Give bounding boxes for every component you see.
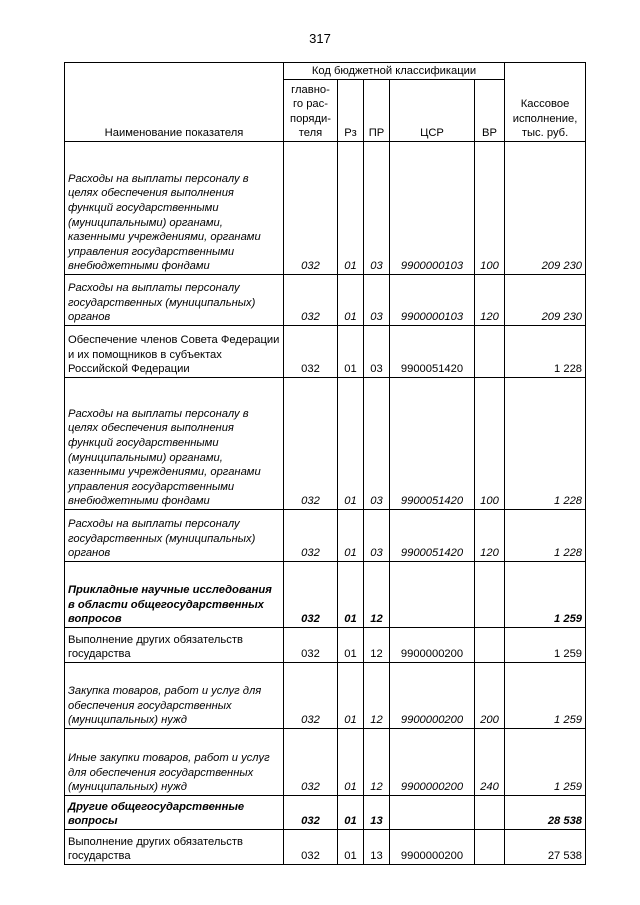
row-amount: 1 259	[505, 663, 586, 729]
row-vr	[475, 326, 505, 378]
row-vr	[475, 628, 505, 663]
row-rz: 01	[338, 275, 364, 326]
row-pr: 12	[364, 628, 390, 663]
row-csr: 9900000200	[390, 663, 475, 729]
row-name: Закупка товаров, работ и услуг для обеспечения государственных (муниципальных) нужд	[65, 663, 284, 729]
row-rz: 01	[338, 796, 364, 830]
row-name: Расходы на выплаты персоналу в целях обеспечения выполнения функций государственными (муниципальными) органами, казенными учреждениями, органами управления государственными внебюджетными фондами	[65, 142, 284, 275]
row-glav: 032	[284, 510, 338, 562]
table-row-section	[65, 796, 586, 830]
row-pr: 03	[364, 378, 390, 510]
row-pr: 03	[364, 326, 390, 378]
row-amount: 209 230	[505, 275, 586, 326]
row-amount: 1 228	[505, 510, 586, 562]
table-row	[65, 628, 586, 663]
table-row-section	[65, 562, 586, 628]
table-row	[65, 378, 586, 510]
row-csr	[390, 562, 475, 628]
row-vr: 240	[475, 729, 505, 796]
row-vr: 200	[475, 663, 505, 729]
row-pr: 12	[364, 729, 390, 796]
row-glav: 032	[284, 663, 338, 729]
row-csr: 9900000103	[390, 275, 475, 326]
row-glav: 032	[284, 275, 338, 326]
row-pr: 12	[364, 562, 390, 628]
page-number: 317	[309, 31, 331, 46]
row-vr	[475, 796, 505, 830]
row-name: Выполнение других обязательств государства	[65, 628, 284, 663]
row-vr: 100	[475, 142, 505, 275]
row-amount: 1 228	[505, 326, 586, 378]
row-glav: 032	[284, 378, 338, 510]
row-rz: 01	[338, 663, 364, 729]
row-pr: 13	[364, 830, 390, 865]
row-amount: 209 230	[505, 142, 586, 275]
row-csr: 9900000200	[390, 729, 475, 796]
row-rz: 01	[338, 378, 364, 510]
header-csr: ЦСР	[390, 80, 475, 142]
row-name: Иные закупки товаров, работ и услуг для обеспечения государственных (муниципальных) нужд	[65, 729, 284, 796]
row-rz: 01	[338, 628, 364, 663]
row-pr: 12	[364, 663, 390, 729]
header-glavny: главно-го рас-поряди-теля	[284, 80, 338, 142]
header-row-top	[65, 63, 586, 80]
row-rz: 01	[338, 326, 364, 378]
row-name: Расходы на выплаты персоналу в целях обеспечения выполнения функций государственными (муниципальными) органами, казенными учреждениями, органами управления государственными внебюджетными фондами	[65, 378, 284, 510]
header-vr: ВР	[475, 80, 505, 142]
row-name: Другие общегосударственные вопросы	[65, 796, 284, 830]
row-vr	[475, 562, 505, 628]
row-glav: 032	[284, 729, 338, 796]
table-row	[65, 510, 586, 562]
row-csr: 9900051420	[390, 326, 475, 378]
header-pr: ПР	[364, 80, 390, 142]
row-pr: 13	[364, 796, 390, 830]
budget-execution-table	[64, 62, 586, 865]
row-name: Расходы на выплаты персоналу государственных (муниципальных) органов	[65, 275, 284, 326]
header-name: Наименование показателя	[65, 63, 284, 142]
row-vr: 100	[475, 378, 505, 510]
table-row	[65, 326, 586, 378]
row-amount: 1 259	[505, 562, 586, 628]
row-amount: 27 538	[505, 830, 586, 865]
header-code-group: Код бюджетной классификации	[284, 63, 505, 80]
row-rz: 01	[338, 830, 364, 865]
row-glav: 032	[284, 562, 338, 628]
table-row	[65, 142, 586, 275]
row-rz: 01	[338, 142, 364, 275]
row-vr	[475, 830, 505, 865]
row-csr: 9900000103	[390, 142, 475, 275]
row-pr: 03	[364, 510, 390, 562]
row-glav: 032	[284, 326, 338, 378]
header-amount: Кассовое исполнение, тыс. руб.	[505, 63, 586, 142]
row-glav: 032	[284, 796, 338, 830]
row-rz: 01	[338, 729, 364, 796]
table-row	[65, 830, 586, 865]
row-csr: 9900000200	[390, 628, 475, 663]
row-csr: 9900051420	[390, 378, 475, 510]
row-csr: 9900000200	[390, 830, 475, 865]
row-amount: 28 538	[505, 796, 586, 830]
row-pr: 03	[364, 275, 390, 326]
row-glav: 032	[284, 628, 338, 663]
row-amount: 1 228	[505, 378, 586, 510]
row-csr	[390, 796, 475, 830]
row-glav: 032	[284, 830, 338, 865]
table-row	[65, 663, 586, 729]
row-pr: 03	[364, 142, 390, 275]
row-csr: 9900051420	[390, 510, 475, 562]
row-name: Обеспечение членов Совета Федерации и их помощников в субъектах Российской Федерации	[65, 326, 284, 378]
row-name: Выполнение других обязательств государства	[65, 830, 284, 865]
header-rz: Рз	[338, 80, 364, 142]
row-rz: 01	[338, 510, 364, 562]
row-rz: 01	[338, 562, 364, 628]
row-glav: 032	[284, 142, 338, 275]
table-row	[65, 275, 586, 326]
row-amount: 1 259	[505, 729, 586, 796]
row-vr: 120	[475, 510, 505, 562]
row-name: Прикладные научные исследования в области общегосударственных вопросов	[65, 562, 284, 628]
row-name: Расходы на выплаты персоналу государственных (муниципальных) органов	[65, 510, 284, 562]
table-row	[65, 729, 586, 796]
row-vr: 120	[475, 275, 505, 326]
row-amount: 1 259	[505, 628, 586, 663]
